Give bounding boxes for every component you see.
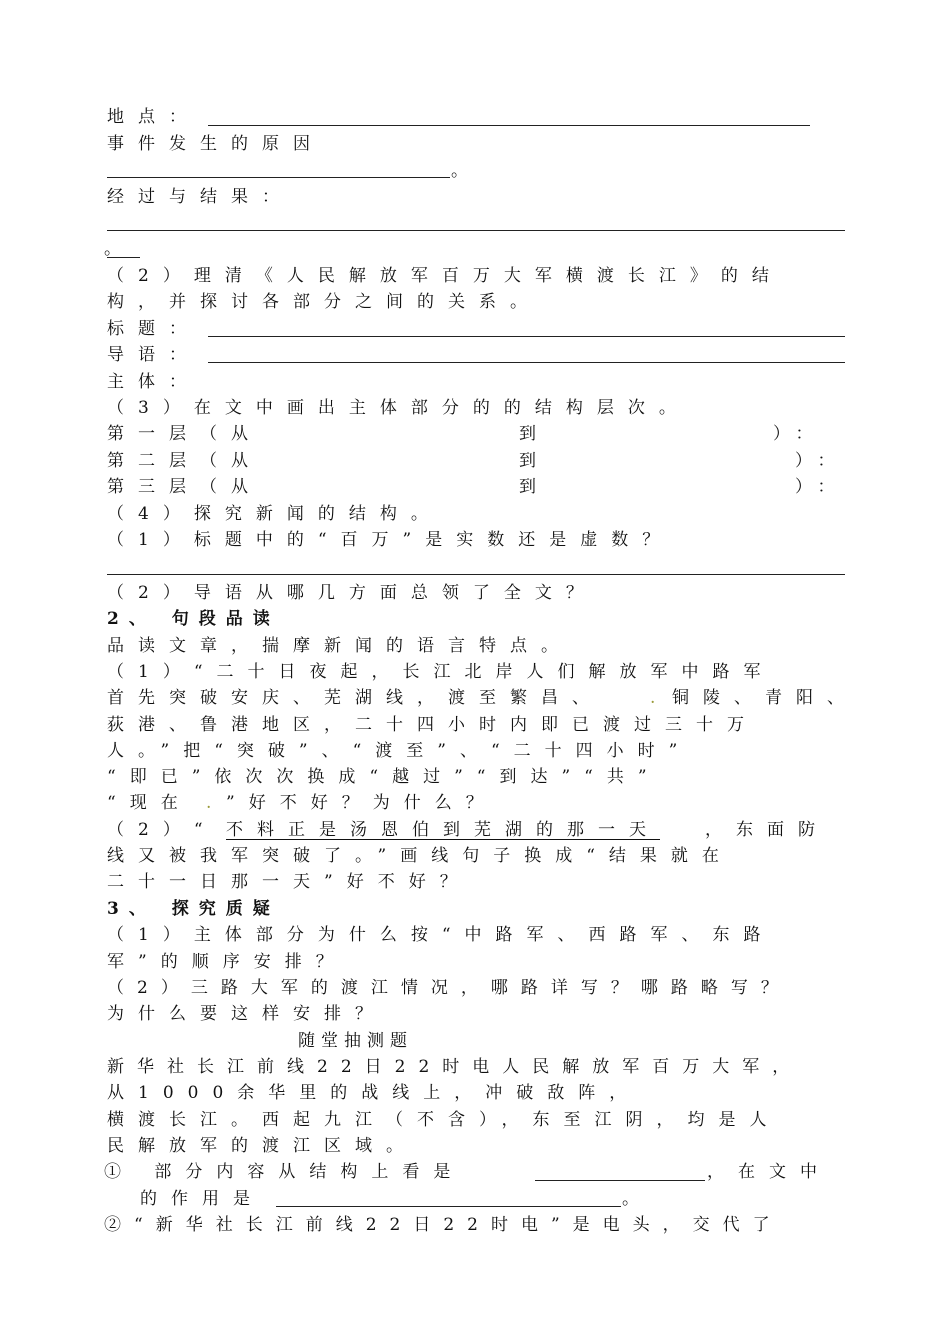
process-blank[interactable] xyxy=(107,230,845,231)
layer3-label: 第三层（从 xyxy=(107,477,262,497)
section-2-intro: 品读文章，揣摩新闻的语言特点。 xyxy=(107,636,572,656)
q4-2: （2）导语从哪几方面总领了全文？ xyxy=(107,583,597,603)
news-line4: 民解放军的渡江区域。 xyxy=(107,1136,417,1156)
q3-1-line2: 军”的顺序安排？ xyxy=(107,952,347,972)
p1-line1: （1）“二十日夜起，长江北岸人们解放军中路军 xyxy=(107,662,775,682)
process-period: 。 xyxy=(104,239,135,259)
body-label: 主体： xyxy=(107,372,200,392)
section-3-title: 3、 探究质疑 xyxy=(107,899,280,919)
lead-label: 导语： xyxy=(107,345,200,365)
layer2-label: 第二层（从 xyxy=(107,451,262,471)
section-2-title: 2、 句段品读 xyxy=(107,609,280,629)
p1-line2: 首先突破安庆、芜湖线，渡至繁昌、 xyxy=(107,688,603,708)
q4-1: （1）标题中的“百万”是实数还是虚数？ xyxy=(107,530,674,550)
p2-line1a: （2）“ xyxy=(107,820,217,840)
cause-blank[interactable] xyxy=(107,177,450,178)
dot-mark-2: . xyxy=(206,793,212,813)
news-line2: 从1000余华里的战线上，冲破敌阵， xyxy=(107,1083,641,1103)
p2-line1b: ，东面防 xyxy=(705,820,829,840)
layer3-to: 到 xyxy=(519,477,550,497)
p1-line6a: “现在 xyxy=(107,793,192,813)
news-line3: 横渡长江。西起九江（不含），东至江阴，均是人 xyxy=(107,1110,781,1130)
process-label: 经过与结果： xyxy=(107,187,293,207)
process-blank-tail xyxy=(107,257,140,258)
layer1-close: ）： xyxy=(773,424,827,444)
title-label: 标题： xyxy=(107,319,200,339)
c1-line1: ① 部分内容从结构上看是 xyxy=(104,1162,465,1182)
p1-line2b: 铜陵、青阳、 xyxy=(672,688,858,708)
cause-period: 。 xyxy=(451,161,482,181)
q4-prompt: （4）探究新闻的结构。 xyxy=(107,504,442,524)
lead-blank[interactable] xyxy=(208,362,845,363)
p2-line3: 二十一日那一天”好不好？ xyxy=(107,872,471,892)
place-label: 地点： xyxy=(107,107,200,127)
c1-blank-1[interactable] xyxy=(535,1180,705,1181)
layer2-to: 到 xyxy=(519,451,550,471)
p1-line4: 人。”把“突破”、“渡至”、“二十四小时” xyxy=(107,741,692,761)
q4-1-blank[interactable] xyxy=(107,574,845,575)
p1-line6b: ”好不好？为什么？ xyxy=(226,793,497,813)
layer1-to: 到 xyxy=(519,424,550,444)
q2-line1: （2）理清《人民解放军百万大军横渡长江》的结 xyxy=(107,266,783,286)
p2-line2: 线又被我军突破了。”画线句子换成“结果就在 xyxy=(107,846,733,866)
p1-line5: “即已”依次次换成“越过”“到达”“共” xyxy=(107,767,661,787)
q3-2-line2: 为什么要这样安排？ xyxy=(107,1004,386,1024)
layer3-close: ）： xyxy=(795,477,849,497)
c1-line2: 的作用是 xyxy=(140,1189,264,1209)
layer2-close: ）： xyxy=(795,451,849,471)
c1-line2-end: 。 xyxy=(622,1189,653,1209)
c1-line1b: ，在文中 xyxy=(707,1162,831,1182)
dot-mark: . xyxy=(650,688,656,708)
quiz-title: 随堂抽测题 xyxy=(298,1031,413,1051)
news-line1: 新华社长江前线22日22时电人民解放军百万大军， xyxy=(107,1057,803,1077)
q3-prompt: （3）在文中画出主体部分的的结构层次。 xyxy=(107,398,690,418)
p2-underlined-sentence: 不料正是汤恩伯到芜湖的那一天 xyxy=(226,820,660,840)
q3-1-line1: （1）主体部分为什么按“中路军、西路军、东路 xyxy=(107,925,775,945)
layer1-label: 第一层（从 xyxy=(107,424,262,444)
q3-2-line1: （2）三路大军的渡江情况，哪路详写？哪路略写？ xyxy=(107,978,791,998)
q2-line2: 构，并探讨各部分之间的关系。 xyxy=(107,292,541,312)
cause-label: 事件发生的原因 xyxy=(107,134,324,154)
p1-line3: 荻港、鲁港地区，二十四小时内即已渡过三十万 xyxy=(107,715,758,735)
place-blank[interactable] xyxy=(208,125,810,126)
c2-line1: ②“新华社长江前线22日22时电”是电头，交代了 xyxy=(104,1215,783,1235)
title-blank[interactable] xyxy=(208,336,845,337)
c1-blank-2[interactable] xyxy=(276,1206,621,1207)
